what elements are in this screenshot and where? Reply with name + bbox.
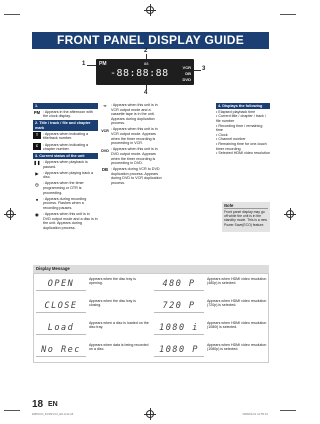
item-text: : Appears during recording process. Flashes when a recording pauses. bbox=[43, 196, 87, 210]
item-text: : Appears when indicating a title/track number. bbox=[43, 131, 89, 141]
display-message-item bbox=[154, 320, 270, 341]
page-title: FRONT PANEL DISPLAY GUIDE bbox=[32, 32, 269, 49]
callout-line-4 bbox=[146, 85, 147, 90]
record-icon: ● bbox=[35, 196, 39, 202]
item-text: Appears when HDMI video resolution (1080i) is selected. bbox=[207, 321, 267, 330]
lcd-readout: 1080 i bbox=[154, 321, 204, 335]
item-text: : Appears when this unit is in VCR output mode. Appears when the timer recording is proceeding in VCR. bbox=[111, 127, 158, 146]
item-text: Appears when a disc is loaded on the disc tray. bbox=[89, 321, 149, 330]
display-message-item bbox=[36, 298, 152, 319]
front-panel-display bbox=[96, 59, 194, 85]
section-header: 2. Title / track / file and chapter mark bbox=[33, 120, 98, 130]
display-message-item bbox=[154, 276, 270, 297]
track-indicator: 88 bbox=[144, 61, 149, 66]
list-item bbox=[33, 197, 98, 211]
cassette-icon: ∞ bbox=[103, 103, 107, 109]
list-item bbox=[101, 103, 163, 126]
page-language: EN bbox=[48, 401, 58, 408]
item-text: Appears when HDMI video resolution (480p) is selected. bbox=[207, 277, 267, 286]
registration-mark-right bbox=[286, 210, 294, 218]
print-footer bbox=[32, 412, 268, 416]
item-text: : Appears in the afternoon with the clock display. bbox=[43, 109, 93, 119]
callout-3: 3 bbox=[202, 66, 206, 72]
note-text: Front panel display may go off while the unit is in the standby mode. This is a new Power Save(ECO) feature. bbox=[224, 209, 267, 227]
item-text: : Appears when this unit is in DVD output mode and a disc is in the unit. Appears during duplication process. bbox=[43, 211, 98, 230]
item-text: Appears when the disc tray is opening. bbox=[89, 277, 136, 286]
list-item bbox=[33, 160, 98, 169]
item-text: : Appears when the timer programming or OTR is proceeding. bbox=[43, 181, 84, 195]
list-item: • Channel number bbox=[216, 137, 270, 142]
lcd-readout: Load bbox=[36, 321, 86, 335]
column-2 bbox=[101, 103, 163, 187]
display-message-area bbox=[33, 273, 269, 363]
lcd-readout: 480 P bbox=[154, 277, 204, 291]
section-1 bbox=[33, 103, 98, 119]
column-1 bbox=[33, 103, 98, 232]
item-text: Appears when HDMI video resolution (1080p) is selected. bbox=[207, 343, 267, 352]
callout-line-2 bbox=[146, 54, 147, 59]
lcd-readout: No Rec bbox=[36, 343, 86, 357]
callout-1: 1 bbox=[82, 61, 86, 67]
footer-file: E9PDCD_DVR2VC2_EN.indd 18 bbox=[32, 412, 74, 416]
item-text: Appears when HDMI video resolution (720p) is selected. bbox=[207, 299, 267, 308]
lcd-readout: OPEN bbox=[36, 277, 86, 291]
title-mark-icon: T bbox=[33, 132, 41, 139]
callout-4: 4 bbox=[144, 90, 148, 96]
chapter-mark-icon: C bbox=[33, 143, 41, 150]
crop-mark bbox=[280, 410, 296, 411]
crop-mark bbox=[4, 410, 20, 411]
item-text: : Appears during VCR to DVD duplication process. Appears during DVD to VCR duplication process. bbox=[111, 167, 162, 185]
list-item: • Selected HDMI video resolution bbox=[216, 151, 270, 156]
page-number: 18 bbox=[32, 399, 44, 410]
section-2 bbox=[33, 120, 98, 151]
pause-icon: ❚❚ bbox=[33, 160, 41, 166]
section-header: 4. Displays the following bbox=[216, 103, 270, 109]
note-box bbox=[222, 202, 270, 232]
disc-icon: ◉ bbox=[35, 212, 39, 218]
timer-icon: ◷ bbox=[35, 181, 39, 187]
list-item bbox=[33, 212, 98, 230]
note-title: Note bbox=[224, 204, 268, 209]
play-icon: ▶ bbox=[35, 170, 39, 176]
crop-mark bbox=[4, 14, 20, 15]
column-3 bbox=[216, 103, 270, 156]
callout-2: 2 bbox=[144, 48, 148, 54]
vcr-icon: VCR bbox=[101, 128, 109, 133]
section-header: 1. bbox=[33, 103, 98, 109]
crop-mark bbox=[280, 14, 296, 15]
list-item bbox=[101, 147, 163, 165]
list-item bbox=[33, 132, 98, 141]
item-text: Appears when data is being recorded on a disc. bbox=[89, 343, 149, 352]
list-item bbox=[33, 181, 98, 195]
list-item: • Elapsed playback time bbox=[216, 110, 270, 115]
list-item bbox=[33, 171, 98, 180]
section-header: 3. Current status of the unit bbox=[33, 153, 98, 159]
list-item: • Recording time / remaining time bbox=[216, 124, 270, 133]
section-3 bbox=[33, 153, 98, 230]
db-indicator: DB bbox=[185, 71, 191, 76]
footer-date: 2008/01/21 14:55:01 bbox=[242, 412, 268, 416]
pm-icon: PM bbox=[33, 109, 41, 115]
display-message-item bbox=[154, 298, 270, 319]
lcd-readout: CLOSE bbox=[36, 299, 86, 313]
db-icon: DB bbox=[101, 167, 109, 173]
display-message-item bbox=[36, 342, 152, 363]
item-text: Appears when the disc tray is closing. bbox=[89, 299, 136, 308]
display-message-header: Display Message bbox=[33, 265, 269, 273]
callout-line-3 bbox=[194, 70, 201, 71]
registration-mark-top bbox=[146, 6, 154, 14]
dvd-indicator: DVD bbox=[182, 77, 191, 82]
callout-line-1 bbox=[87, 65, 96, 66]
registration-mark-left bbox=[6, 210, 14, 218]
list-item: • Clock bbox=[216, 133, 270, 138]
list-item bbox=[33, 110, 98, 119]
list-item bbox=[33, 143, 98, 152]
display-message-item bbox=[154, 342, 270, 363]
item-text: : Appears when indicating a chapter number. bbox=[43, 142, 89, 152]
vcr-indicator: VCR bbox=[182, 65, 191, 70]
dvd-icon: DVD bbox=[101, 148, 109, 153]
item-text: : Appears when playing back a disc. bbox=[43, 170, 94, 180]
item-text: : Appears when this unit is in DVD output mode. Appears when the timer recording is proceeding in DVD. bbox=[111, 147, 158, 166]
display-message-item bbox=[36, 276, 152, 297]
item-text: : Appears when playback is paused. bbox=[43, 160, 88, 169]
lcd-readout: 720 P bbox=[154, 299, 204, 313]
segment-digits: -88:88:88 bbox=[110, 68, 169, 79]
display-message-item bbox=[36, 320, 152, 341]
list-item: • Current title / chapter / track / file number bbox=[216, 114, 270, 123]
pm-indicator: PM bbox=[99, 61, 107, 67]
list-item: • Remaining time for one-touch timer recording bbox=[216, 142, 270, 151]
list-item bbox=[101, 167, 163, 185]
lcd-readout: 1080 P bbox=[154, 343, 204, 357]
item-text: : Appears when this unit is in VCR output mode and a cassette tape is in the unit. Appears during duplication process. bbox=[111, 103, 158, 126]
list-item bbox=[101, 127, 163, 145]
